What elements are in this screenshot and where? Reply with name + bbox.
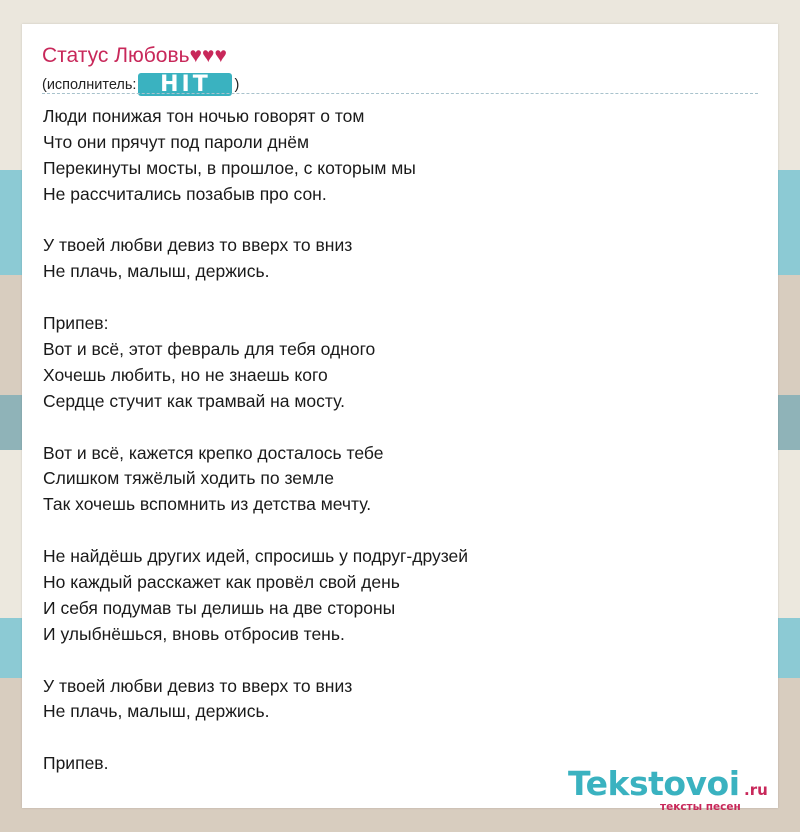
tekstovoi-logo[interactable]: [568, 764, 774, 814]
lyric-line: [43, 648, 763, 674]
lyric-line: У твоей любви девиз то вверх то вниз: [43, 675, 353, 696]
artist-prefix: (исполнитель:: [42, 76, 137, 93]
lyric-line: Не плачь, малыш, держись.: [43, 701, 270, 722]
lyric-line: Не плачь, малыш, держись.: [43, 261, 270, 282]
lyric-line: И себя подумав ты делишь на две стороны: [43, 597, 396, 618]
lyric-line: [43, 208, 763, 234]
song-title: Статус Любовь♥♥♥: [42, 44, 227, 67]
lyric-line: Что они прячут под пароли днём: [43, 131, 310, 152]
brand-name: Tekstovoi: [568, 764, 740, 803]
lyric-line: [43, 285, 763, 311]
lyric-line: Слишком тяжёлый ходить по земле: [43, 468, 334, 489]
lyric-line: Перекинуты мосты, в прошлое, с которым мы: [43, 157, 416, 178]
lyric-line: Так хочешь вспомнить из детства мечту.: [43, 494, 372, 515]
artist-logo[interactable]: HIT: [138, 73, 232, 96]
lyric-line: Но каждый расскажет как провёл свой день: [43, 572, 400, 593]
lyric-line: Не рассчитались позабыв про сон.: [43, 183, 327, 204]
lyrics-card: [22, 24, 778, 813]
artist-suffix: ): [234, 76, 240, 93]
lyric-line: Не найдёшь других идей, спросишь у подруг-друзей: [43, 546, 469, 567]
lyric-line: И улыбнёшься, вновь отбросив тень.: [43, 623, 345, 644]
lyric-line: У твоей любви девиз то вверх то вниз: [43, 235, 353, 256]
lyric-line: Вот и всё, кажется крепко досталось тебе: [43, 442, 384, 463]
lyric-line: [43, 415, 763, 441]
lyric-line: [43, 725, 763, 751]
lyric-line: Вот и всё, этот февраль для тебя одного: [43, 339, 376, 360]
lyric-line: Хочешь любить, но не знаешь кого: [43, 364, 328, 385]
lyric-line: Припев:: [43, 313, 109, 334]
brand-tld: .ru: [744, 781, 768, 799]
lyric-line: Люди понижая тон ночью говорят о том: [43, 106, 365, 126]
lyric-line: Припев.: [43, 753, 109, 774]
lyrics-text: [43, 104, 763, 777]
dashed-divider: [42, 93, 758, 94]
brand-subtitle: тексты песен: [660, 801, 741, 813]
lyric-line: Сердце стучит как трамвай на мосту.: [43, 390, 345, 411]
lyric-line: [43, 518, 763, 544]
